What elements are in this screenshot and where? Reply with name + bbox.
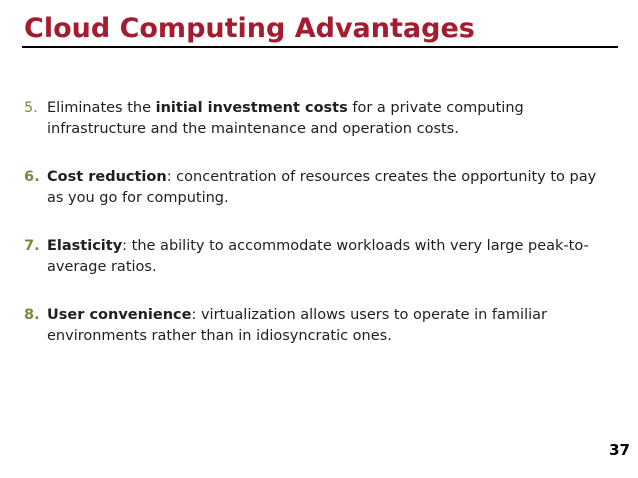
item-text-rest: for a private computing infrastructure and the maintenance and operation costs. (47, 100, 524, 137)
item-number: 7. (24, 238, 40, 254)
list-item (24, 167, 604, 209)
list-item (24, 236, 604, 278)
item-text-lead: Eliminates the (47, 100, 156, 116)
advantages-list (24, 98, 604, 374)
item-text-rest: : the ability to accommodate workloads with very large peak-to-average ratios. (47, 238, 589, 275)
page-number: 37 (609, 441, 630, 459)
item-number: 8. (24, 307, 40, 323)
list-item (24, 98, 604, 140)
item-text-rest: : virtualization allows users to operate in familiar environments rather than in idiosyncratic ones. (47, 307, 547, 344)
item-bold-term: Cost reduction (47, 169, 167, 185)
list-item (24, 305, 604, 347)
slide-title: Cloud Computing Advantages (24, 13, 475, 44)
item-number: 5. (24, 100, 38, 116)
item-bold-term: Elasticity (47, 238, 123, 254)
item-text-rest: : concentration of resources creates the opportunity to pay as you go for computing. (47, 169, 597, 206)
item-bold-term: User convenience (47, 307, 192, 323)
item-bold-term: initial investment costs (155, 100, 348, 116)
title-underline (22, 46, 618, 48)
item-number: 6. (24, 169, 40, 185)
